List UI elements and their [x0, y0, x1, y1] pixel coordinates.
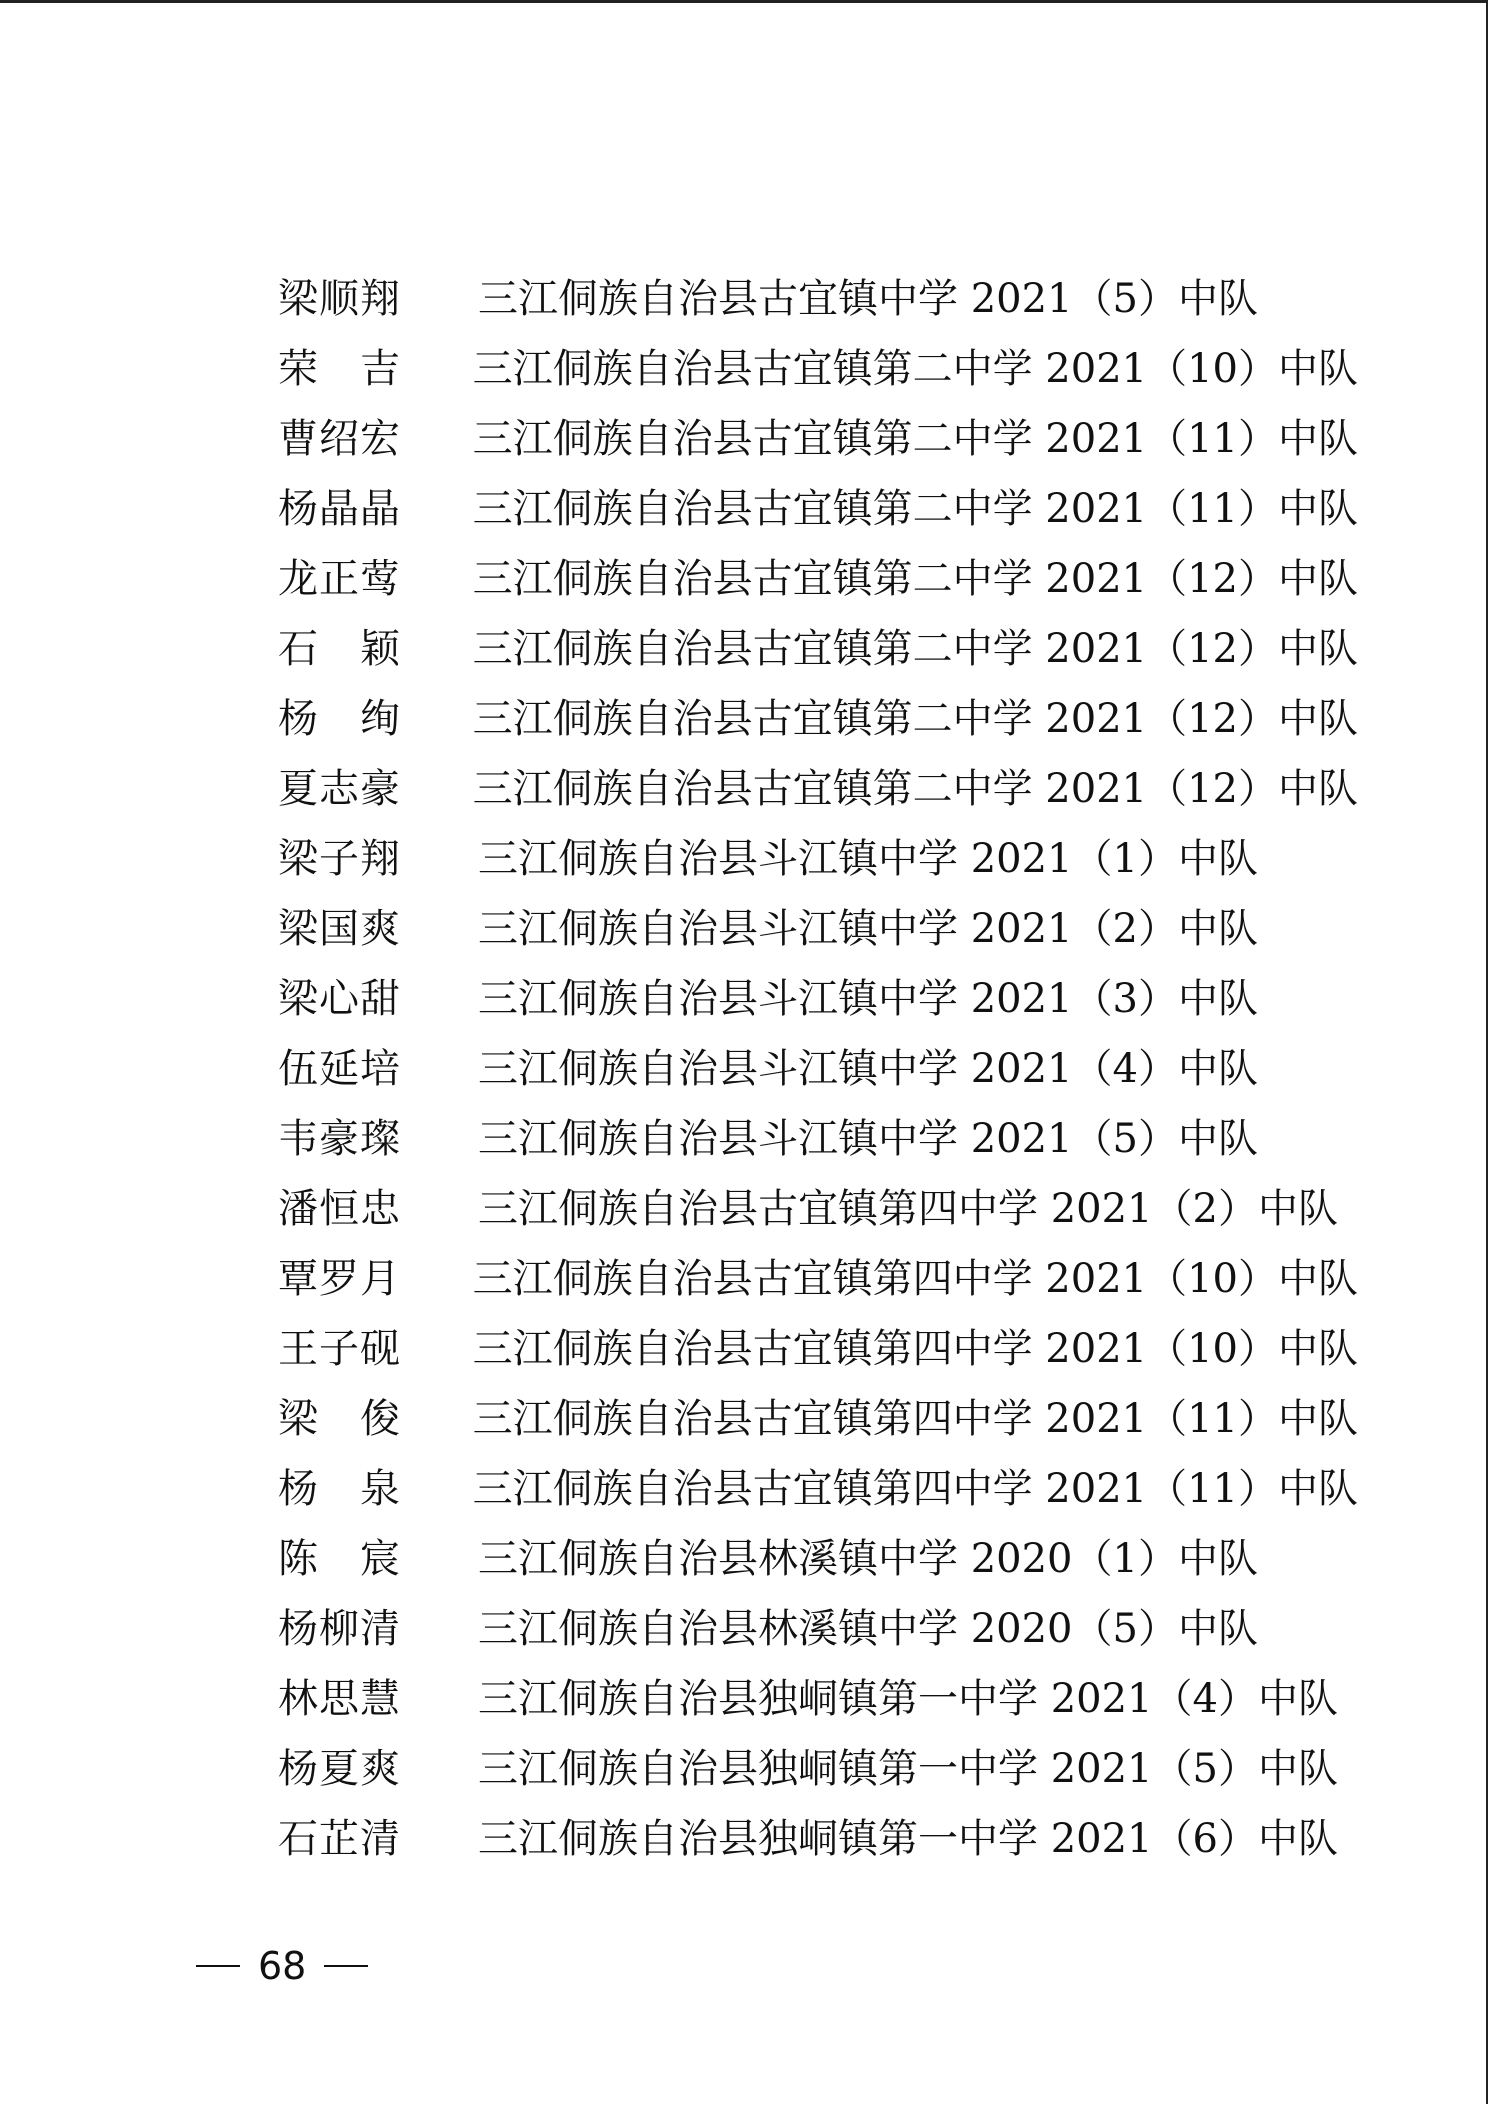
squad-unit: 三江侗族自治县古宜镇第二中学 2021（12）中队 — [472, 555, 1358, 602]
page-number: 68 — [258, 1944, 307, 1988]
student-name: 梁顺翔 — [278, 275, 401, 322]
student-name: 梁子翔 — [278, 835, 401, 882]
squad-unit: 三江侗族自治县独峒镇第一中学 2021（4）中队 — [478, 1675, 1338, 1722]
squad-unit: 三江侗族自治县斗江镇中学 2021（2）中队 — [478, 905, 1258, 952]
squad-unit: 三江侗族自治县斗江镇中学 2021（5）中队 — [478, 1115, 1258, 1162]
squad-unit: 三江侗族自治县古宜镇第二中学 2021（12）中队 — [472, 695, 1358, 742]
squad-unit: 三江侗族自治县古宜镇第二中学 2021（11）中队 — [472, 415, 1358, 462]
student-name: 杨晶晶 — [278, 485, 401, 532]
squad-unit: 三江侗族自治县古宜镇第四中学 2021（10）中队 — [472, 1255, 1358, 1302]
list-item — [278, 1240, 1358, 1310]
footer-dash-right — [324, 1965, 368, 1967]
list-item — [278, 1170, 1358, 1240]
student-name: 杨 泉 — [278, 1465, 401, 1512]
list-item — [278, 1660, 1358, 1730]
student-name: 梁 俊 — [278, 1395, 401, 1442]
footer-dash-left — [196, 1965, 240, 1967]
student-name: 潘恒忠 — [278, 1185, 401, 1232]
list-item — [278, 540, 1358, 610]
student-name: 韦豪璨 — [278, 1115, 401, 1162]
student-name: 梁国爽 — [278, 905, 401, 952]
squad-unit: 三江侗族自治县独峒镇第一中学 2021（6）中队 — [478, 1815, 1338, 1862]
list-item — [278, 1730, 1358, 1800]
squad-unit: 三江侗族自治县古宜镇第二中学 2021（12）中队 — [472, 625, 1358, 672]
list-item — [278, 750, 1358, 820]
squad-unit: 三江侗族自治县古宜镇第四中学 2021（10）中队 — [472, 1325, 1358, 1372]
squad-unit: 三江侗族自治县古宜镇第二中学 2021（10）中队 — [472, 345, 1358, 392]
list-item — [278, 960, 1358, 1030]
squad-unit: 三江侗族自治县古宜镇第二中学 2021（11）中队 — [472, 485, 1358, 532]
list-item — [278, 890, 1358, 960]
squad-unit: 三江侗族自治县斗江镇中学 2021（4）中队 — [478, 1045, 1258, 1092]
honor-list — [278, 260, 1358, 1870]
squad-unit: 三江侗族自治县林溪镇中学 2020（5）中队 — [478, 1605, 1258, 1652]
list-item — [278, 1100, 1358, 1170]
page-footer — [196, 1944, 368, 1988]
page-top-border — [0, 0, 1488, 3]
list-item — [278, 1800, 1358, 1870]
squad-unit: 三江侗族自治县斗江镇中学 2021（1）中队 — [478, 835, 1258, 882]
student-name: 龙正莺 — [278, 555, 401, 602]
list-item — [278, 400, 1358, 470]
list-item — [278, 610, 1358, 680]
squad-unit: 三江侗族自治县林溪镇中学 2020（1）中队 — [478, 1535, 1258, 1582]
student-name: 石芷清 — [278, 1815, 401, 1862]
squad-unit: 三江侗族自治县古宜镇中学 2021（5）中队 — [478, 275, 1258, 322]
list-item — [278, 820, 1358, 890]
list-item — [278, 1520, 1358, 1590]
list-item — [278, 1590, 1358, 1660]
student-name: 林思慧 — [278, 1675, 401, 1722]
student-name: 梁心甜 — [278, 975, 401, 1022]
squad-unit: 三江侗族自治县独峒镇第一中学 2021（5）中队 — [478, 1745, 1338, 1792]
student-name: 石 颖 — [278, 625, 401, 672]
student-name: 伍延培 — [278, 1045, 401, 1092]
student-name: 荣 吉 — [278, 345, 401, 392]
list-item — [278, 330, 1358, 400]
list-item — [278, 1030, 1358, 1100]
student-name: 陈 宸 — [278, 1535, 401, 1582]
list-item — [278, 260, 1358, 330]
student-name: 杨夏爽 — [278, 1745, 401, 1792]
list-item — [278, 1380, 1358, 1450]
squad-unit: 三江侗族自治县古宜镇第四中学 2021（11）中队 — [472, 1465, 1358, 1512]
student-name: 杨柳清 — [278, 1605, 401, 1652]
squad-unit: 三江侗族自治县古宜镇第四中学 2021（2）中队 — [478, 1185, 1338, 1232]
list-item — [278, 1450, 1358, 1520]
student-name: 夏志豪 — [278, 765, 401, 812]
squad-unit: 三江侗族自治县古宜镇第四中学 2021（11）中队 — [472, 1395, 1358, 1442]
student-name: 曹绍宏 — [278, 415, 401, 462]
squad-unit: 三江侗族自治县斗江镇中学 2021（3）中队 — [478, 975, 1258, 1022]
list-item — [278, 470, 1358, 540]
student-name: 杨 绚 — [278, 695, 401, 742]
squad-unit: 三江侗族自治县古宜镇第二中学 2021（12）中队 — [472, 765, 1358, 812]
list-item — [278, 1310, 1358, 1380]
student-name: 覃罗月 — [278, 1255, 401, 1302]
student-name: 王子砚 — [278, 1325, 401, 1372]
list-item — [278, 680, 1358, 750]
